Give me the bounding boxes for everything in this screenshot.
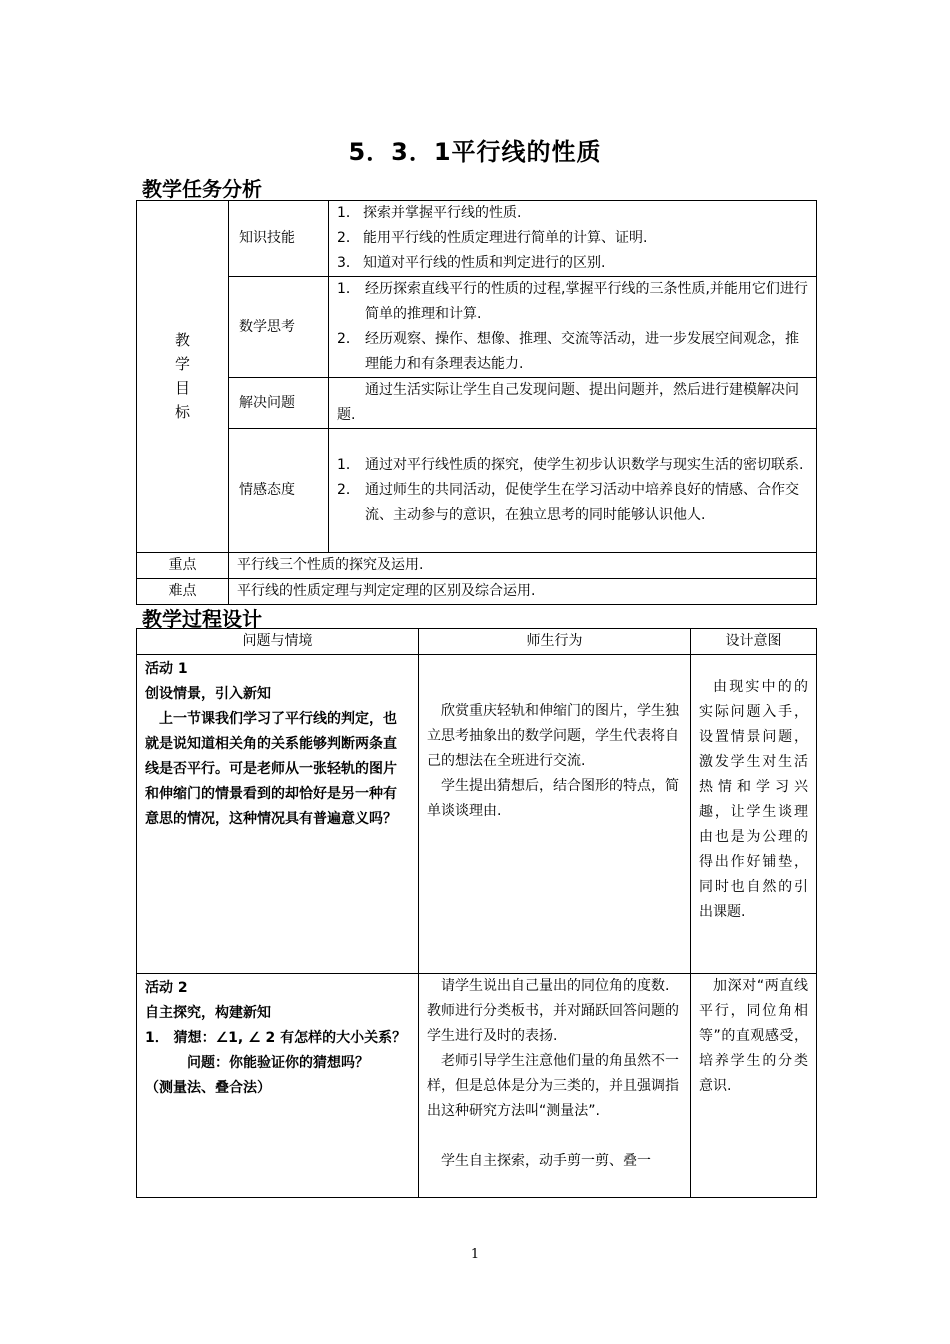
page-number: 1 [470, 1247, 480, 1262]
activity-1-actions [419, 655, 691, 974]
section-heading-process-design: 教学过程设计 [142, 607, 262, 631]
list-item: 2． 能用平行线的性质定理进行简单的计算、证明. [337, 230, 648, 246]
activity-subtitle: 创设情景，引入新知 [145, 686, 271, 702]
activity-title: 活动 2 [145, 980, 188, 996]
row-label: 知识技能 [229, 201, 329, 277]
activity-2-cell [137, 974, 419, 1198]
row-label: 解决问题 [229, 378, 329, 429]
row-label: 数学思考 [229, 277, 329, 378]
activity-1-intent [691, 655, 817, 974]
objective-paragraph: 通过生活实际让学生自己发现问题、提出问题并，然后进行建模解决问题. [329, 378, 817, 429]
list-item: 2． 通过师生的共同活动，促使学生在学习活动中培养良好的情感、合作交流、主动参与的意识，在独立思考的同时能够认识他人. [337, 482, 799, 523]
activity-title: 活动 1 [145, 661, 188, 677]
list-item: 1． 通过对平行线性质的探究，使学生初步认识数学与现实生活的密切联系. [337, 457, 804, 473]
list-item: 3． 知道对平行线的性质和判定进行的区别. [337, 255, 606, 271]
action-paragraph: 请学生说出自己量出的同位角的度数. 教师进行分类板书，并对踊跃回答问题的学生进行及时的表扬. [427, 978, 679, 1044]
objectives-label: 教学目标 [174, 330, 190, 421]
activity-question: 问题：你能验证你的猜想吗？ [187, 1055, 369, 1071]
objective-items [329, 201, 817, 277]
activity-question: 1． 猜想：∠1, ∠ 2 有怎样的大小关系？ [145, 1030, 407, 1046]
objective-items [329, 429, 817, 553]
activity-2-intent [691, 974, 817, 1198]
objectives-label-cell [137, 201, 229, 553]
row-label: 情感态度 [229, 429, 329, 553]
intent-paragraph: 由现实中的的实际问题入手，设置情景问题，激发学生对生活热情和学习兴趣，让学生谈理由也是为公理的得出作好铺垫，同时也自然的引出课题. [699, 679, 808, 920]
action-paragraph: 老师引导学生注意他们量的角虽然不一样，但是总体是分为三类的，并且强调指出这种研究方法叫“测量法”. [427, 1053, 679, 1119]
section-heading-task-analysis: 教学任务分析 [142, 177, 262, 201]
activity-subtitle: 自主探究，构建新知 [145, 1005, 271, 1021]
action-paragraph: 欣赏重庆轻轨和伸缩门的图片，学生独立思考抽象出的数学问题，学生代表将自己的想法在全班进行交流. [427, 703, 679, 769]
key-point-label: 重点 [137, 553, 229, 579]
intent-paragraph: 加深对“两直线平行，同位角相等”的直观感受，培养学生的分类意识. [699, 978, 808, 1094]
objectives-table [136, 200, 817, 605]
activity-2-actions [419, 974, 691, 1198]
list-item: 2． 经历观察、操作、想像、推理、交流等活动，进一步发展空间观念，推理能力和有条理表达能力. [337, 331, 799, 372]
table-row [137, 974, 817, 1198]
list-item: 1． 经历探索直线平行的性质的过程,掌握平行线的三条性质,并能用它们进行简单的推理和计算. [337, 281, 808, 322]
table-row [137, 655, 817, 974]
action-paragraph: 学生自主探索，动手剪一剪、叠一 [441, 1153, 651, 1169]
objective-items [329, 277, 817, 378]
process-table [136, 628, 817, 1198]
column-header: 问题与情境 [137, 629, 419, 655]
action-paragraph: 学生提出猜想后，结合图形的特点，简单谈谈理由. [427, 778, 679, 819]
column-header: 师生行为 [419, 629, 691, 655]
column-header: 设计意图 [691, 629, 817, 655]
difficulty-label: 难点 [137, 579, 229, 605]
difficulty-text: 平行线的性质定理与判定定理的区别及综合运用. [229, 579, 817, 605]
activity-methods: （测量法、叠合法） [145, 1080, 271, 1096]
activity-1-cell [137, 655, 419, 974]
document-title: 5．3．1平行线的性质 [348, 138, 602, 166]
list-item: 1． 探索并掌握平行线的性质. [337, 205, 522, 221]
activity-body: 上一节课我们学习了平行线的判定，也就是说知道相关角的关系能够判断两条直线是否平行。可是老师从一张轻轨的图片和伸缩门的情景看到的却恰好是另一种有意思的情况，这种情况具有普遍意义吗？ [145, 711, 397, 827]
key-point-text: 平行线三个性质的探究及运用. [229, 553, 817, 579]
